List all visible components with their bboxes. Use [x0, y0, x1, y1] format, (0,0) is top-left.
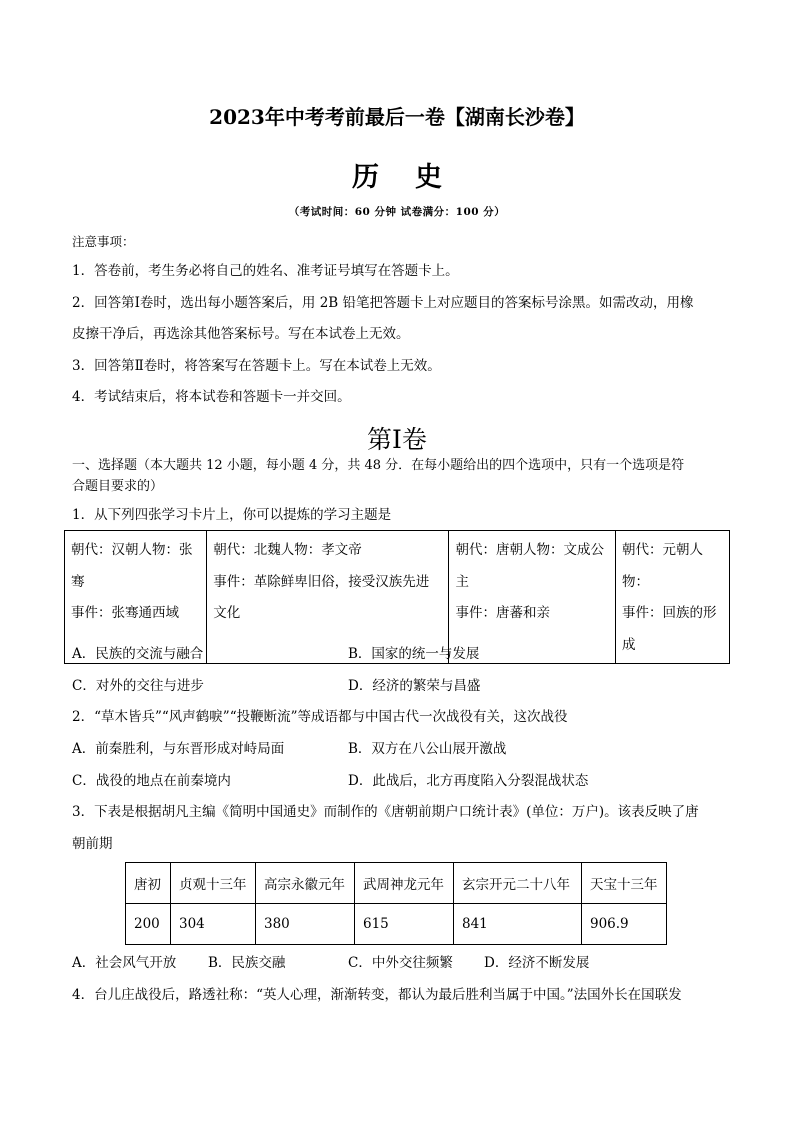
- q2-option-a[interactable]: A．前秦胜利，与东晋形成对峙局面: [72, 741, 285, 757]
- table-header-cell: 唐初: [126, 863, 171, 904]
- q2-option-c[interactable]: C．战役的地点在前秦境内: [72, 773, 231, 789]
- table-cell: 841: [454, 904, 582, 945]
- section-title: 第Ⅰ卷: [367, 425, 427, 454]
- q1-card-yuan: [615, 531, 729, 664]
- card-line: 朝代：唐朝人物：文成公主: [455, 542, 604, 590]
- table-cell: 200: [126, 904, 171, 945]
- table-header-cell: 高宗永徽元年: [256, 863, 355, 904]
- subject-char-1: 历: [352, 162, 379, 193]
- table-header-cell: 武周神龙元年: [355, 863, 454, 904]
- card-line: 事件：唐蕃和亲: [455, 605, 550, 621]
- table-cell: 304: [171, 904, 256, 945]
- table-header-cell: 贞观十三年: [171, 863, 256, 904]
- exam-info: （考试时间：60 分钟 试卷满分：100 分）: [288, 206, 506, 218]
- exam-title: 2023年中考考前最后一卷【湖南长沙卷】: [209, 105, 585, 129]
- notice-item-2-line1: 2．回答第Ⅰ卷时，选出每小题答案后，用 2B 铅笔把答题卡上对应题目的答案标号涂黑。如需改动，用橡: [72, 295, 694, 311]
- table-row: [126, 904, 667, 945]
- q1-card-beiwei: [207, 531, 449, 664]
- card-line: 朝代：汉朝人物：张骞: [71, 542, 193, 590]
- q1-option-d[interactable]: D．经济的繁荣与昌盛: [348, 678, 481, 694]
- q2-stem: 2．“草木皆兵”“风声鹤唳”“投鞭断流”等成语都与中国古代一次战役有关，这次战役: [72, 709, 568, 725]
- table-cell: 906.9: [582, 904, 667, 945]
- notice-heading: 注意事项：: [72, 234, 135, 249]
- q3-option-b[interactable]: B．民族交融: [208, 955, 286, 971]
- q1-option-a[interactable]: A．民族的交流与融合: [72, 646, 204, 662]
- q3-stem-line2: 朝前期: [72, 836, 113, 852]
- notice-item-1: 1．答卷前，考生务必将自己的姓名、准考证号填写在答题卡上。: [72, 263, 459, 279]
- q1-card-han: [65, 531, 207, 664]
- notice-item-3: 3．回答第Ⅱ卷时，将答案写在答题卡上。写在本试卷上无效。: [72, 358, 441, 374]
- subject-char-2: 史: [415, 162, 442, 193]
- card-line: 事件：张骞通西域: [71, 605, 179, 621]
- section-intro-line2: 合题目要求的）: [72, 479, 164, 494]
- table-cell: 380: [256, 904, 355, 945]
- q3-option-c[interactable]: C．中外交往频繁: [348, 955, 453, 971]
- q2-option-d[interactable]: D．此战后，北方再度陷入分裂混战状态: [348, 773, 589, 789]
- q3-population-table: [125, 862, 667, 945]
- table-cell: 615: [355, 904, 454, 945]
- table-row: [65, 531, 730, 664]
- notice-item-4: 4．考试结束后，将本试卷和答题卡一并交回。: [72, 389, 351, 405]
- q3-option-a[interactable]: A．社会风气开放: [72, 955, 177, 971]
- card-line: 朝代：北魏人物：孝文帝: [213, 542, 362, 558]
- q1-card-tang: [449, 531, 616, 664]
- q3-option-d[interactable]: D．经济不断发展: [484, 955, 590, 971]
- q1-option-b[interactable]: B．国家的统一与发展: [348, 646, 480, 662]
- table-row: [126, 863, 667, 904]
- q4-stem: 4．台儿庄战役后，路透社称：“英人心理，渐渐转变，都认为最后胜利当属于中国。”法国外长在国联发: [72, 987, 682, 1003]
- q2-option-b[interactable]: B．双方在八公山展开激战: [348, 741, 507, 757]
- card-line: 朝代：元朝人物：: [621, 542, 703, 590]
- notice-item-2-line2: 皮擦干净后，再选涂其他答案标号。写在本试卷上无效。: [72, 326, 410, 342]
- card-line: 事件：革除鲜卑旧俗，接受汉族先进文化: [213, 573, 430, 621]
- table-header-cell: 玄宗开元二十八年: [454, 863, 582, 904]
- section-intro-line1: 一、选择题（本大题共 12 小题，每小题 4 分，共 48 分．在每小题给出的四个选项中，只有一个选项是符: [72, 458, 685, 473]
- table-header-cell: 天宝十三年: [582, 863, 667, 904]
- subject-title: [0, 155, 794, 194]
- q1-stem: 1．从下列四张学习卡片上，你可以提炼的学习主题是: [72, 507, 392, 523]
- q3-stem-line1: 3．下表是根据胡凡主编《简明中国通史》而制作的《唐朝前期户口统计表》(单位：万户)。该表反映了唐: [72, 804, 699, 820]
- q1-option-c[interactable]: C．对外的交往与进步: [72, 678, 204, 694]
- card-line: 事件：回族的形成: [621, 605, 717, 653]
- q1-cards-table: [64, 530, 730, 664]
